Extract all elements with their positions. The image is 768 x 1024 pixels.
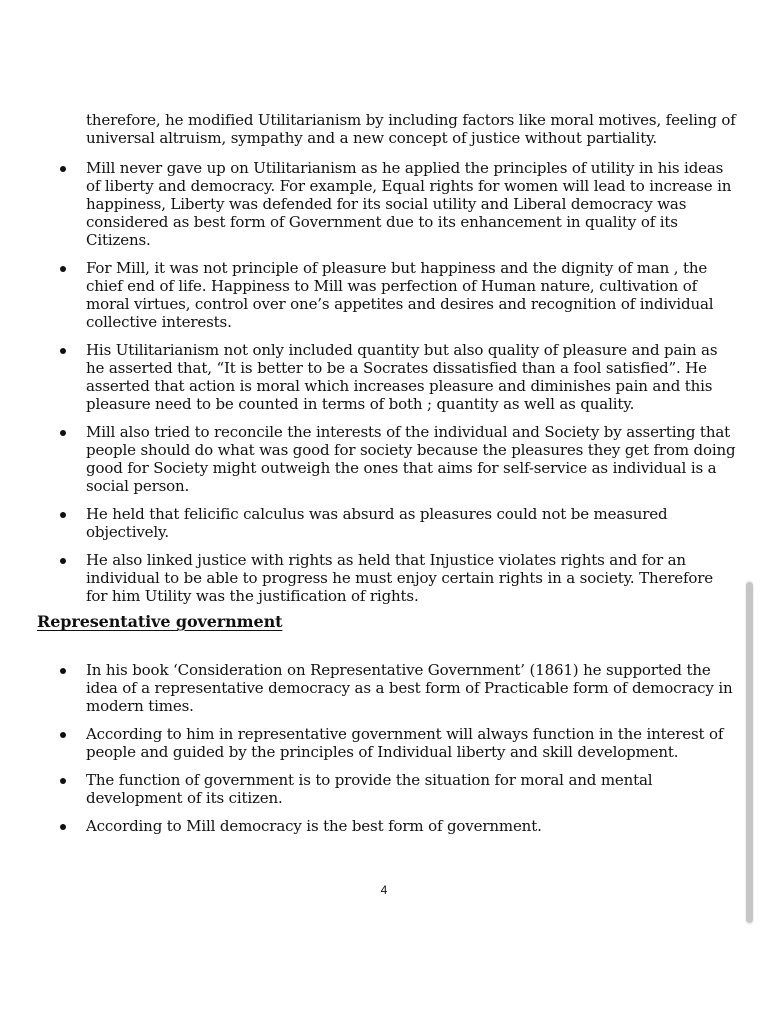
list-item [0, 661, 736, 715]
section-heading: Representative government [37, 612, 283, 631]
page-number: 4 [380, 883, 388, 897]
bullet-icon [60, 558, 66, 564]
bullet-icon [60, 824, 66, 830]
bullet-icon [60, 668, 66, 674]
list-item-text: Mill never gave up on Utilitarianism as he applied the principles of utility in his ideas of liberty and democracy. For example, Equal rights for women will lead to increase in happiness, Liberty was defended for its social utility and Liberal democracy was considered as best form of Government due to its enhancement in quality of its Citizens. [86, 159, 732, 249]
bullet-icon [60, 166, 66, 172]
bullet-icon [60, 778, 66, 784]
list-item [0, 551, 736, 605]
list-item [0, 341, 736, 413]
list-item [0, 771, 736, 807]
list-item-text: The function of government is to provide the situation for moral and mental development of its citizen. [86, 771, 653, 807]
bullet-icon [60, 732, 66, 738]
scrollbar-thumb[interactable] [746, 582, 753, 923]
vertical-scrollbar[interactable] [745, 580, 754, 925]
list-item-text: According to him in representative government will always function in the interest of people and guided by the principles of Individual liberty and skill development. [86, 725, 724, 761]
bullet-icon [60, 430, 66, 436]
list-item-text: According to Mill democracy is the best form of government. [86, 817, 542, 835]
list-item [0, 423, 736, 495]
list-item-text: For Mill, it was not principle of pleasure but happiness and the dignity of man , the chief end of life. Happiness to Mill was perfection of Human nature, cultivation of moral virtues, control over one’s appetites and desires and recognition of individual collective interests. [86, 259, 714, 331]
list-item-text: He held that felicific calculus was absurd as pleasures could not be measured objectively. [86, 505, 668, 541]
continuation-paragraph: therefore, he modified Utilitarianism by including factors like moral motives, feeling of universal altruism, sympathy and a new concept of justice without partiality. [86, 111, 736, 147]
bullet-icon [60, 512, 66, 518]
list-item [0, 259, 736, 331]
representative-government-bullet-list [0, 661, 768, 845]
list-item [0, 725, 736, 761]
bullet-icon [60, 266, 66, 272]
list-item-text: He also linked justice with rights as held that Injustice violates rights and for an individual to be able to progress he must enjoy certain rights in a society. Therefore for him Utility was the justification of rights. [86, 551, 714, 605]
list-item-text: His Utilitarianism not only included quantity but also quality of pleasure and pain as he asserted that, “It is better to be a Socrates dissatisfied than a fool satisfied”. He asserted that action is moral which increases pleasure and diminishes pain and this pleasure need to be counted in terms of both ; quantity as well as quality. [86, 341, 718, 413]
list-item [0, 159, 736, 249]
list-item-text: In his book ‘Consideration on Representative Government’ (1861) he supported the idea of a representative democracy as a best form of Practicable form of democracy in modern times. [86, 661, 733, 715]
list-item-text: Mill also tried to reconcile the interests of the individual and Society by asserting that people should do what was good for society because the pleasures they get from doing good for Society might outweigh the ones that aims for self-service as individual is a social person. [86, 423, 736, 495]
bullet-icon [60, 348, 66, 354]
list-item [0, 505, 736, 541]
list-item [0, 817, 736, 835]
utilitarianism-bullet-list [0, 159, 768, 615]
